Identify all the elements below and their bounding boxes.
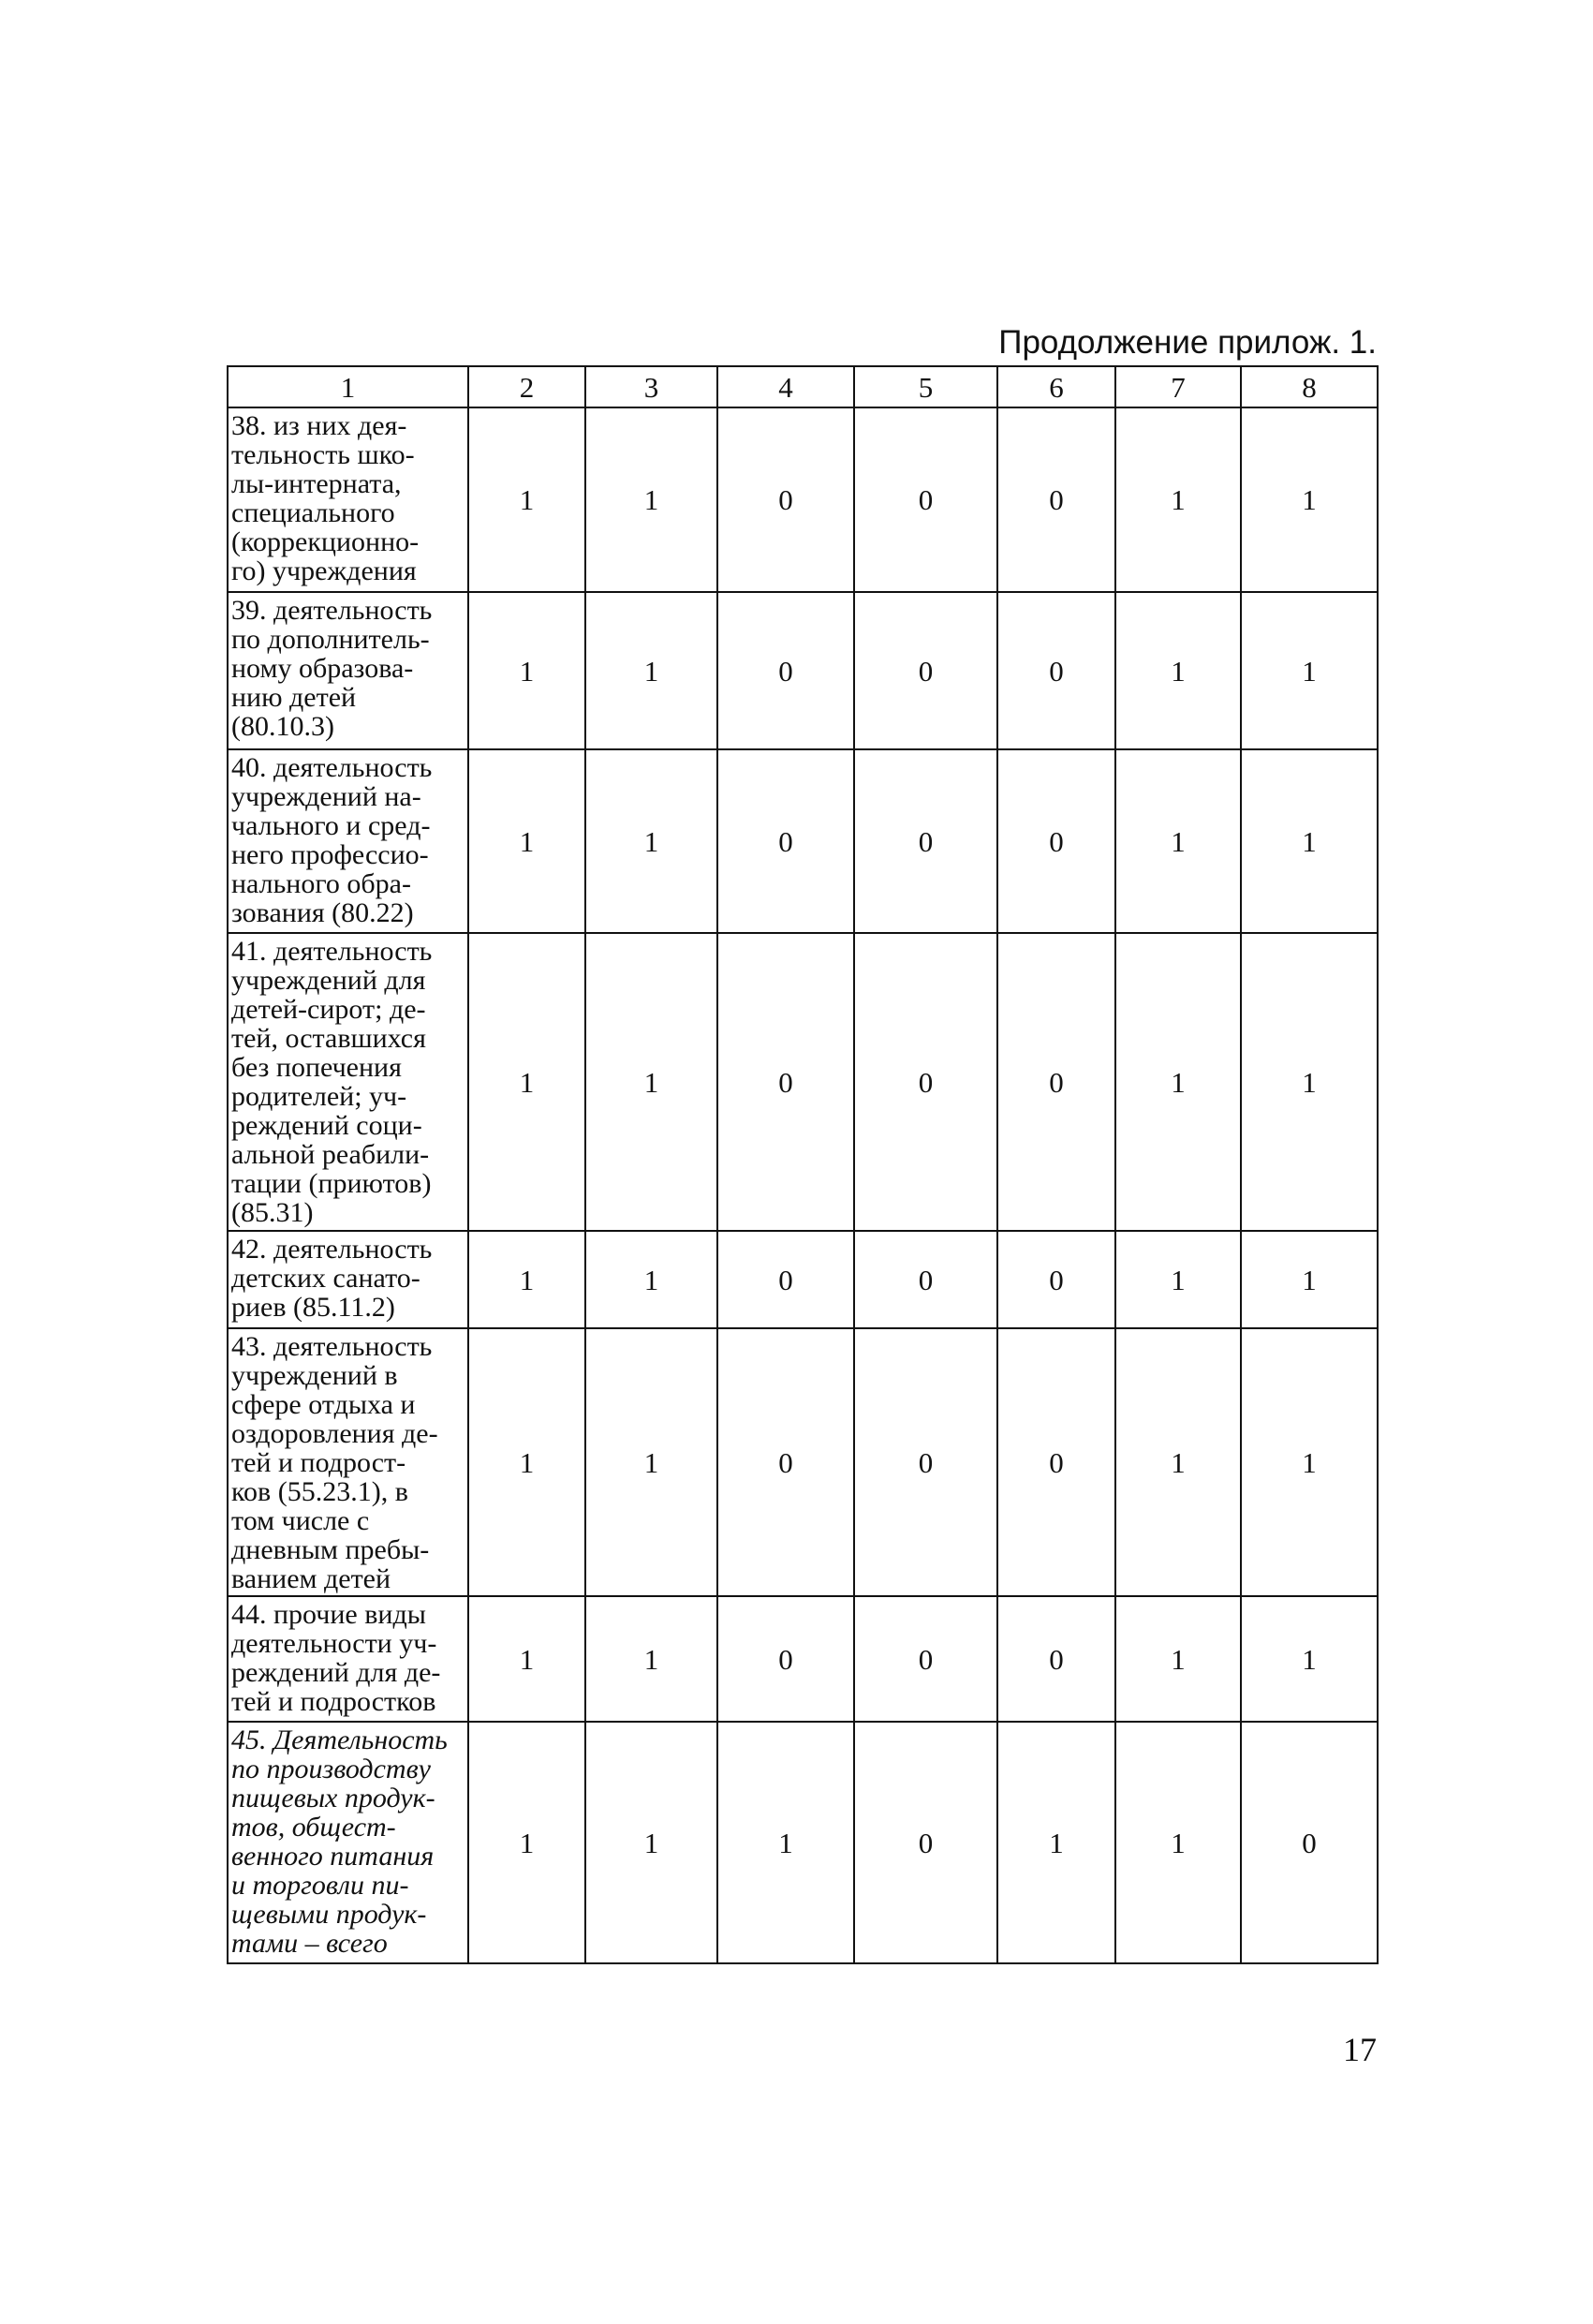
value-cell: 0 (997, 1231, 1115, 1328)
column-header: 6 (997, 366, 1115, 407)
value-cell: 0 (854, 1722, 997, 1963)
description-line: пищевых продук- (231, 1783, 435, 1813)
description-line: (80.10.3) (231, 711, 334, 742)
value-cell: 1 (585, 407, 717, 592)
value-cell: 0 (997, 749, 1115, 933)
value-cell: 1 (1115, 592, 1241, 749)
value-cell: 0 (717, 407, 854, 592)
value-cell: 0 (717, 1596, 854, 1722)
table-row (228, 407, 1378, 592)
row-description (228, 407, 468, 592)
value-cell: 1 (1241, 592, 1378, 749)
value-cell: 1 (1115, 1231, 1241, 1328)
description-line: 45. Деятельность (231, 1724, 448, 1755)
description-line: лы-интерната, (231, 468, 402, 499)
value-cell: 1 (1241, 1596, 1378, 1722)
description-line: зования (80.22) (231, 897, 414, 928)
value-cell: 0 (717, 592, 854, 749)
row-description (228, 933, 468, 1231)
description-line: щевыми продук- (231, 1899, 427, 1930)
value-cell: 1 (468, 933, 585, 1231)
column-header: 7 (1115, 366, 1241, 407)
description-line: детей-сирот; де- (231, 994, 426, 1025)
description-line: ному образова- (231, 653, 414, 684)
value-cell: 1 (1115, 407, 1241, 592)
table-row (228, 592, 1378, 749)
value-cell: 0 (854, 1231, 997, 1328)
table-row (228, 1231, 1378, 1328)
description-line: 41. деятельность (231, 936, 433, 967)
description-line: 40. деятельность (231, 752, 433, 783)
description-line: 39. деятельность (231, 595, 433, 626)
value-cell: 0 (854, 1596, 997, 1722)
description-line: деятельности уч- (231, 1628, 437, 1659)
value-cell: 0 (717, 933, 854, 1231)
value-cell: 1 (468, 1596, 585, 1722)
value-cell: 1 (468, 407, 585, 592)
description-line: без попечения (231, 1052, 402, 1083)
value-cell: 1 (468, 1328, 585, 1596)
description-line: тей и подростков (231, 1686, 436, 1717)
description-line: учреждений в (231, 1360, 398, 1391)
description-line: детских санато- (231, 1263, 420, 1294)
description-line: тации (приютов) (231, 1168, 432, 1199)
description-line: реждений для де- (231, 1657, 441, 1688)
description-line: тами – всего (231, 1928, 388, 1959)
column-header: 8 (1241, 366, 1378, 407)
description-line: реждений соци- (231, 1110, 422, 1141)
table-row (228, 1596, 1378, 1722)
value-cell: 1 (1115, 1328, 1241, 1596)
table-row (228, 749, 1378, 933)
description-line: тей, оставшихся (231, 1023, 426, 1054)
value-cell: 1 (585, 1722, 717, 1963)
description-line: 42. деятельность (231, 1234, 433, 1265)
description-line: (коррекционно- (231, 526, 420, 557)
description-line: том числе с (231, 1505, 370, 1536)
value-cell: 1 (1241, 749, 1378, 933)
data-table (227, 365, 1379, 1964)
description-line: по дополнитель- (231, 624, 430, 655)
value-cell: 1 (585, 933, 717, 1231)
row-description (228, 1596, 468, 1722)
value-cell: 0 (717, 749, 854, 933)
description-line: родителей; уч- (231, 1081, 407, 1112)
value-cell: 1 (468, 1231, 585, 1328)
column-header: 5 (854, 366, 997, 407)
description-line: нального обра- (231, 868, 411, 899)
value-cell: 1 (1241, 407, 1378, 592)
description-line: дневным пребы- (231, 1534, 430, 1565)
description-line: специального (231, 497, 395, 528)
value-cell: 1 (997, 1722, 1115, 1963)
value-cell: 0 (854, 1328, 997, 1596)
value-cell: 0 (997, 407, 1115, 592)
value-cell: 0 (997, 1596, 1115, 1722)
column-header: 1 (228, 366, 468, 407)
value-cell: 0 (854, 407, 997, 592)
row-description (228, 592, 468, 749)
value-cell: 1 (585, 1328, 717, 1596)
value-cell: 1 (1241, 1328, 1378, 1596)
value-cell: 0 (997, 592, 1115, 749)
description-line: ванием детей (231, 1563, 391, 1594)
value-cell: 1 (1115, 749, 1241, 933)
value-cell: 0 (1241, 1722, 1378, 1963)
value-cell: 0 (717, 1328, 854, 1596)
description-line: альной реабили- (231, 1139, 430, 1170)
table-row (228, 1328, 1378, 1596)
column-header: 4 (717, 366, 854, 407)
description-line: риев (85.11.2) (231, 1292, 395, 1323)
value-cell: 1 (468, 749, 585, 933)
value-cell: 1 (1115, 1722, 1241, 1963)
value-cell: 1 (585, 1231, 717, 1328)
description-line: сфере отдыха и (231, 1389, 416, 1420)
value-cell: 1 (1115, 1596, 1241, 1722)
description-line: учреждений для (231, 965, 426, 996)
description-line: оздоровления де- (231, 1418, 438, 1449)
description-line: по производству (231, 1754, 431, 1784)
column-header: 2 (468, 366, 585, 407)
value-cell: 1 (468, 592, 585, 749)
description-line: го) учреждения (231, 555, 417, 586)
description-line: и торговли пи- (231, 1870, 409, 1901)
value-cell: 1 (585, 1596, 717, 1722)
description-line: ков (55.23.1), в (231, 1476, 408, 1507)
value-cell: 1 (585, 592, 717, 749)
column-header: 3 (585, 366, 717, 407)
description-line: венного питания (231, 1841, 435, 1872)
description-line: него профессио- (231, 839, 429, 870)
description-line: учреждений на- (231, 781, 421, 812)
value-cell: 1 (1241, 933, 1378, 1231)
description-line: 43. деятельность (231, 1331, 433, 1362)
row-description (228, 1722, 468, 1963)
value-cell: 0 (717, 1231, 854, 1328)
row-description (228, 1231, 468, 1328)
row-description (228, 749, 468, 933)
description-line: тельность шко- (231, 439, 415, 470)
value-cell: 0 (854, 592, 997, 749)
description-line: 44. прочие виды (231, 1599, 426, 1630)
value-cell: 0 (997, 1328, 1115, 1596)
header-row (228, 366, 1378, 407)
value-cell: 1 (468, 1722, 585, 1963)
page-number: 17 (1343, 2031, 1377, 2068)
value-cell: 0 (854, 933, 997, 1231)
description-line: 38. из них дея- (231, 410, 407, 441)
value-cell: 1 (585, 749, 717, 933)
description-line: тов, общест- (231, 1812, 396, 1843)
value-cell: 1 (717, 1722, 854, 1963)
description-line: нию детей (231, 682, 357, 713)
table-row (228, 1722, 1378, 1963)
value-cell: 0 (854, 749, 997, 933)
value-cell: 0 (997, 933, 1115, 1231)
description-line: (85.31) (231, 1197, 314, 1228)
value-cell: 1 (1241, 1231, 1378, 1328)
table-row (228, 933, 1378, 1231)
description-line: тей и подрост- (231, 1447, 406, 1478)
value-cell: 1 (1115, 933, 1241, 1231)
row-description (228, 1328, 468, 1596)
description-line: чального и сред- (231, 810, 431, 841)
continuation-label: Продолжение прилож. 1. (998, 324, 1377, 361)
